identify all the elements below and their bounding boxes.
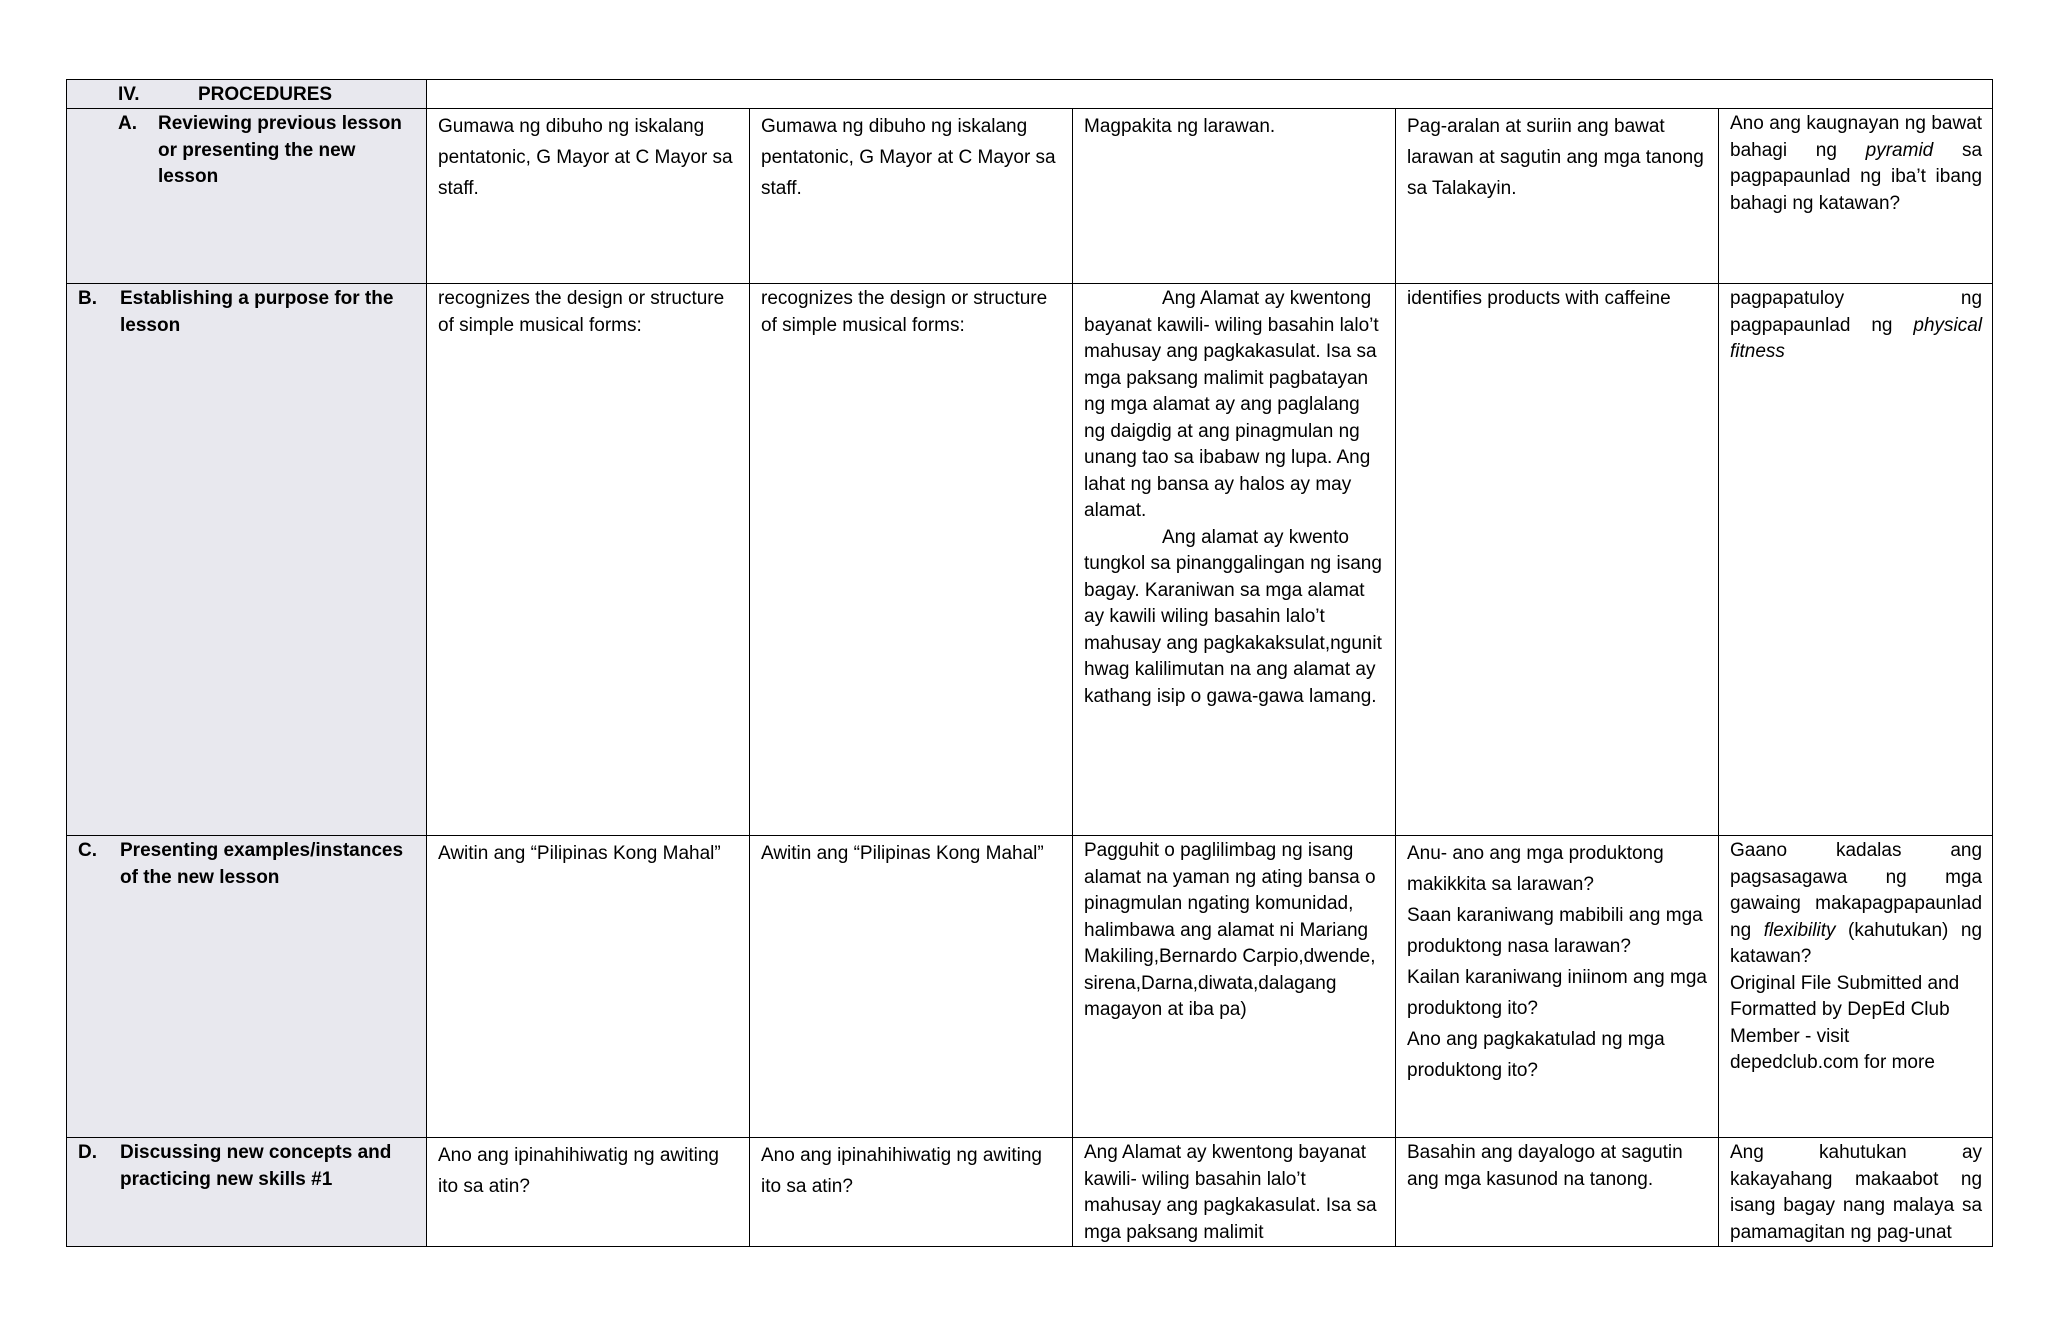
table-cell <box>750 1138 1073 1247</box>
cell-text: recognizes the design or structure of simple musical forms: <box>761 288 1048 336</box>
cell-text-italic: flexibility <box>1763 919 1836 941</box>
procedures-header-empty-cell <box>427 80 1993 109</box>
table-row <box>67 1138 1993 1247</box>
cell-text: Original File Submitted and Formatted by DepEd Club Member - visit depedclub.com for more <box>1730 972 1960 1073</box>
table-cell <box>427 836 750 1138</box>
table-cell <box>1719 109 1993 284</box>
row-letter: A. <box>118 113 137 134</box>
cell-text <box>1730 286 1982 366</box>
cell-text: Anu- ano ang mga produktong makikkita sa larawan? <box>1407 843 1664 895</box>
cell-text: Ang kahutukan ay kakayahang makaabot ng isang bagay nang malaya sa pamamagitan ng pag-unat <box>1730 1142 1983 1243</box>
cell-text: Gumawa ng dibuho ng iskalang pentatonic, G Mayor at C Mayor sa staff. <box>761 116 1056 199</box>
cell-text-part: pagpapatuloy ng pagpapaunlad ng <box>1730 288 1983 336</box>
cell-text-italic: physical fitness <box>1730 314 1983 362</box>
cell-text: Magpakita ng larawan. <box>1084 116 1276 137</box>
cell-text: recognizes the design or structure of simple musical forms: <box>438 288 725 336</box>
cell-text: Ano ang pagkakatulad ng mga produktong ito? <box>1407 1029 1665 1081</box>
table-cell <box>750 109 1073 284</box>
table-cell <box>1719 284 1993 836</box>
row-label-text: Discussing new concepts and practicing new skills #1 <box>120 1142 392 1190</box>
table-cell <box>427 284 750 836</box>
cell-text-part: sa pagpapaunlad ng iba’t ibang bahagi ng katawan? <box>1730 139 1983 214</box>
cell-text: Awitin ang “Pilipinas Kong Mahal” <box>438 843 721 864</box>
cell-text-part: (kahutukan) ng katawan? <box>1730 919 1983 967</box>
procedures-header-row <box>67 80 1993 109</box>
row-label-text: Presenting examples/instances of the new lesson <box>120 840 404 888</box>
cell-text-part: Ano ang kaugnayan ng bawat bahagi ng <box>1730 113 1983 161</box>
row-label <box>67 836 427 1138</box>
cell-text: Ano ang ipinahihiwatig ng awiting ito sa atin? <box>438 1145 719 1197</box>
cell-text: Ang Alamat ay kwentong bayanat kawili- wiling basahin lalo’t mahusay ang pagkakasulat. Isa sa mga paksang malimit pagbatayan ng mga alamat ay ang paglalang ng daigdig at ang pinagmulan ng unang tao sa ibabaw ng lupa. Ang lahat ng bansa ay halos ay may alamat. <box>1084 288 1379 521</box>
row-letter: B. <box>78 288 97 309</box>
procedures-header-cell <box>67 80 427 109</box>
cell-text <box>1730 838 1982 971</box>
section-title: PROCEDURES <box>198 84 333 105</box>
row-label <box>67 109 427 284</box>
cell-text: Basahin ang dayalogo at sagutin ang mga kasunod na tanong. <box>1407 1142 1683 1190</box>
cell-text: Awitin ang “Pilipinas Kong Mahal” <box>761 843 1044 864</box>
cell-text: Ang alamat ay kwento tungkol sa pinanggalingan ng isang bagay. Karaniwan sa mga alamat ay kawili wiling basahin lalo’t mahusay ang pagkakaksulat,ngunit hwag kalilimutan na ang alamat ay kathang isip o gawa-gawa lamang. <box>1084 526 1382 707</box>
table-cell <box>750 836 1073 1138</box>
table-cell <box>427 109 750 284</box>
table-cell <box>1396 284 1719 836</box>
table-cell <box>750 284 1073 836</box>
table-cell <box>1396 1138 1719 1247</box>
row-label <box>67 1138 427 1247</box>
table-row <box>67 284 1993 836</box>
table-row <box>67 109 1993 284</box>
cell-text: Pag-aralan at suriin ang bawat larawan at sagutin ang mga tanong sa Talakayin. <box>1407 116 1704 199</box>
table-cell <box>1396 109 1719 284</box>
table-cell <box>1073 836 1396 1138</box>
table-cell <box>1073 284 1396 836</box>
cell-text: Pagguhit o paglilimbag ng isang alamat na yaman ng ating bansa o pinagmulan ngating komunidad, halimbawa ang alamat ni Mariang Makiling,Bernardo Carpio,dwende, sirena,Darna,diwata,dalagang magayon at iba pa) <box>1084 840 1376 1020</box>
row-letter: C. <box>78 840 97 861</box>
row-letter: D. <box>78 1142 97 1163</box>
section-number: IV. <box>118 84 140 105</box>
cell-text: identifies products with caffeine <box>1407 288 1671 309</box>
row-label-text: Reviewing previous lesson or presenting the new lesson <box>158 113 402 187</box>
procedures-table <box>66 79 1993 1247</box>
row-label <box>67 284 427 836</box>
cell-text: Saan karaniwang mabibili ang mga produktong nasa larawan? <box>1407 905 1703 957</box>
cell-text: Kailan karaniwang iniinom ang mga produktong ito? <box>1407 967 1707 1019</box>
cell-text: Ano ang ipinahihiwatig ng awiting ito sa atin? <box>761 1145 1042 1197</box>
row-label-text: Establishing a purpose for the lesson <box>120 288 394 336</box>
table-cell <box>1073 1138 1396 1247</box>
table-cell <box>1396 836 1719 1138</box>
table-cell <box>1719 1138 1993 1247</box>
cell-text-italic: pyramid <box>1865 139 1934 161</box>
cell-text <box>1730 111 1982 217</box>
table-cell <box>1719 836 1993 1138</box>
cell-text-part: Gaano kadalas ang pagsasagawa ng mga gawaing makapagpapaunlad ng <box>1730 840 1983 941</box>
table-cell <box>1073 109 1396 284</box>
cell-text: Gumawa ng dibuho ng iskalang pentatonic, G Mayor at C Mayor sa staff. <box>438 116 733 199</box>
cell-text: Ang Alamat ay kwentong bayanat kawili- wiling basahin lalo’t mahusay ang pagkakasulat. Isa sa mga paksang malimit <box>1084 1142 1377 1243</box>
table-row <box>67 836 1993 1138</box>
table-cell <box>427 1138 750 1247</box>
